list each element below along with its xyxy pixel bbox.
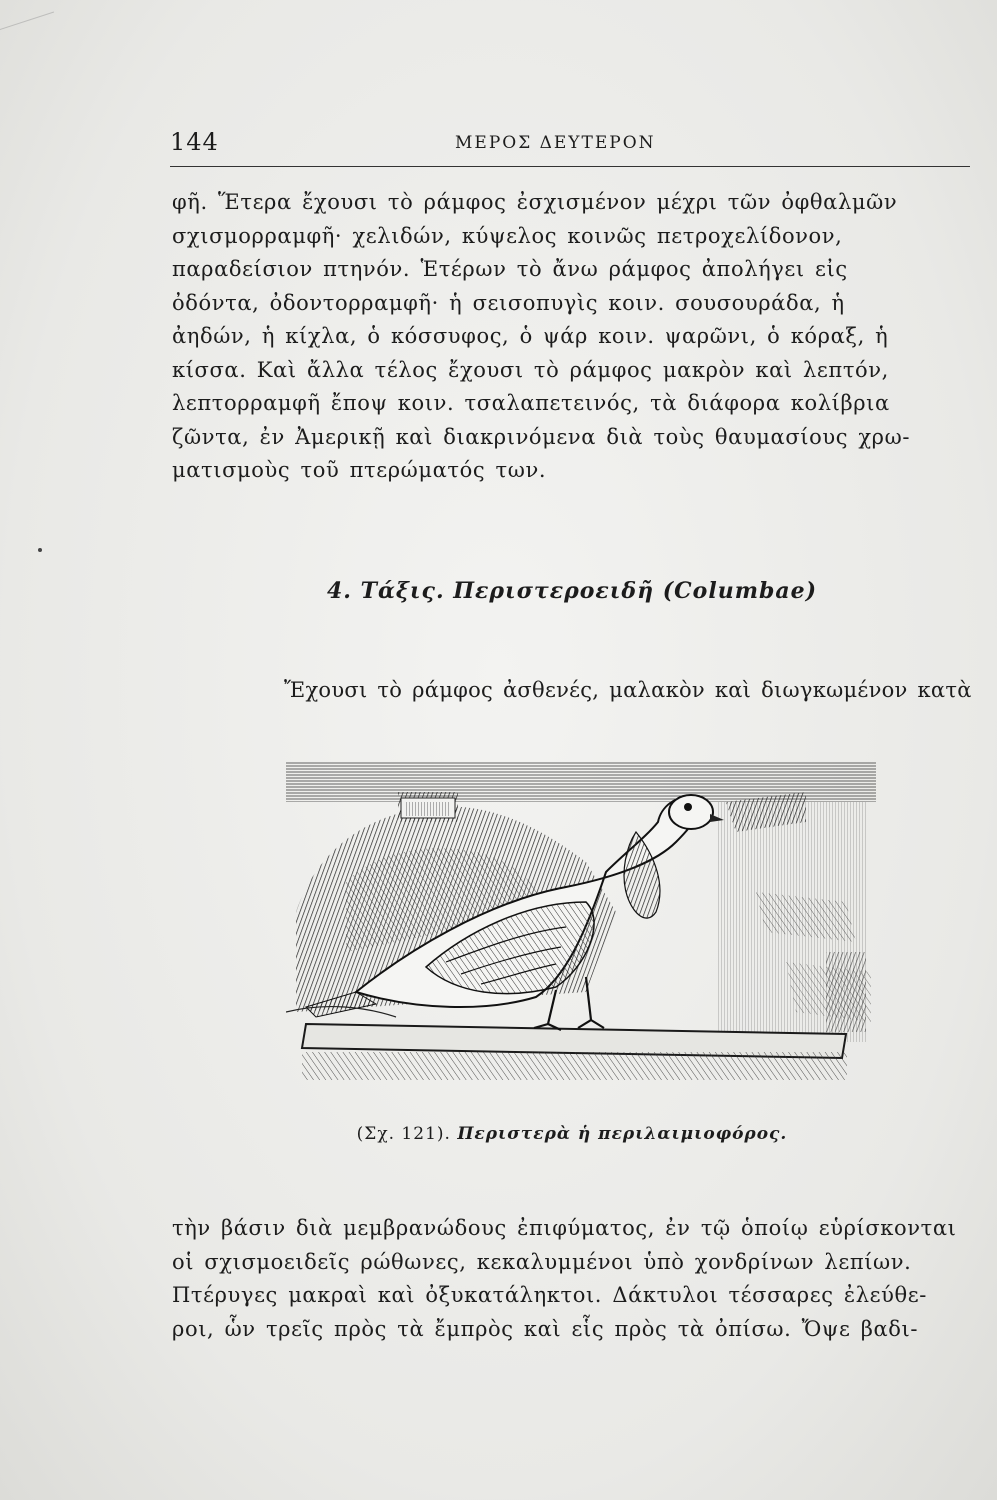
paragraph-columbae-description [172,1212,972,1346]
text-line: ματισμοὺς τοῦ πτερώματός των. [172,458,547,482]
caption-number: (Σχ. 121). [356,1124,451,1144]
header-rule [170,166,970,167]
paragraph-birds-beaks [172,186,972,488]
text-line: σχισμορραμφῆ· χελιδών, κύψελος κοινῶς πετροχελίδονον, [172,223,843,248]
scan-artifact [0,11,63,59]
text-line: τὴν βάσιν διὰ μεμβρανώδους ἐπιφύματος, ἐν τῷ ὁποίῳ εὑρίσκονται [172,1216,957,1240]
text-line: Πτέρυγες μακραὶ καὶ ὀξυκατάληκτοι. Δάκτυλοι τέσσαρες ἐλεύθε- [172,1283,927,1307]
text-line: οἱ σχισμοειδεῖς ρώθωνες, κεκαλυμμένοι ὑπὸ χονδρίνων λεπίων. [172,1249,912,1274]
text-line: Ἔχουσι τὸ ράμφος ἀσθενές, μαλακὸν καὶ διωγκωμένον κατὰ [284,678,972,702]
pigeon-engraving [286,762,876,1084]
page-header [170,128,970,162]
caption-title: Περιστερὰ ἡ περιλαιμιοφόρος. [457,1124,788,1144]
text-line: φῆ. Ἕτερα ἔχουσι τὸ ράμφος ἐσχισμένον μέχρι τῶν ὀφθαλμῶν [172,190,898,214]
text-line: ροι, ὧν τρεῖς πρὸς τὰ ἔμπρὸς καὶ εἷς πρὸς τὰ ὀπίσω. Ὄψε βαδι- [172,1316,919,1341]
pigeon-illustration [286,762,876,1084]
ink-speck [38,548,42,552]
text-line: ἀηδών, ἡ κίχλα, ὁ κόσσυφος, ὁ ψάρ κοιν. ψαρῶνι, ὁ κόραξ, ἡ [172,324,889,348]
text-line: ὀδόντα, ὀδοντορραμφῆ· ἡ σεισοπυγὶς κοιν. σουσουράδα, ἡ [172,290,845,315]
text-line: παραδείσιον πτηνόν. Ἑτέρων τὸ ἄνω ράμφος ἀπολήγει εἰς [172,257,848,281]
section-heading: 4. Τάξις. Περιστεροειδῆ (Columbae) [326,578,818,604]
text-line: ζῶντα, ἐν Ἀμερικῇ καὶ διακρινόμενα διὰ τοὺς θαυμασίους χρω- [172,424,911,449]
text-line: κίσσα. Καὶ ἄλλα τέλος ἔχουσι τὸ ράμφος μακρὸν καὶ λεπτόν, [172,357,889,382]
running-title: ΜΕΡΟΣ ΔΕΥΤΕΡΟΝ [455,133,656,153]
figure-caption [172,1124,972,1144]
paragraph-columbae-intro [172,674,972,708]
text-line: λεπτορραμφῆ ἔποψ κοιν. τσαλαπετεινός, τὰ διάφορα κολίβρια [172,391,890,415]
page-number: 144 [170,128,219,156]
